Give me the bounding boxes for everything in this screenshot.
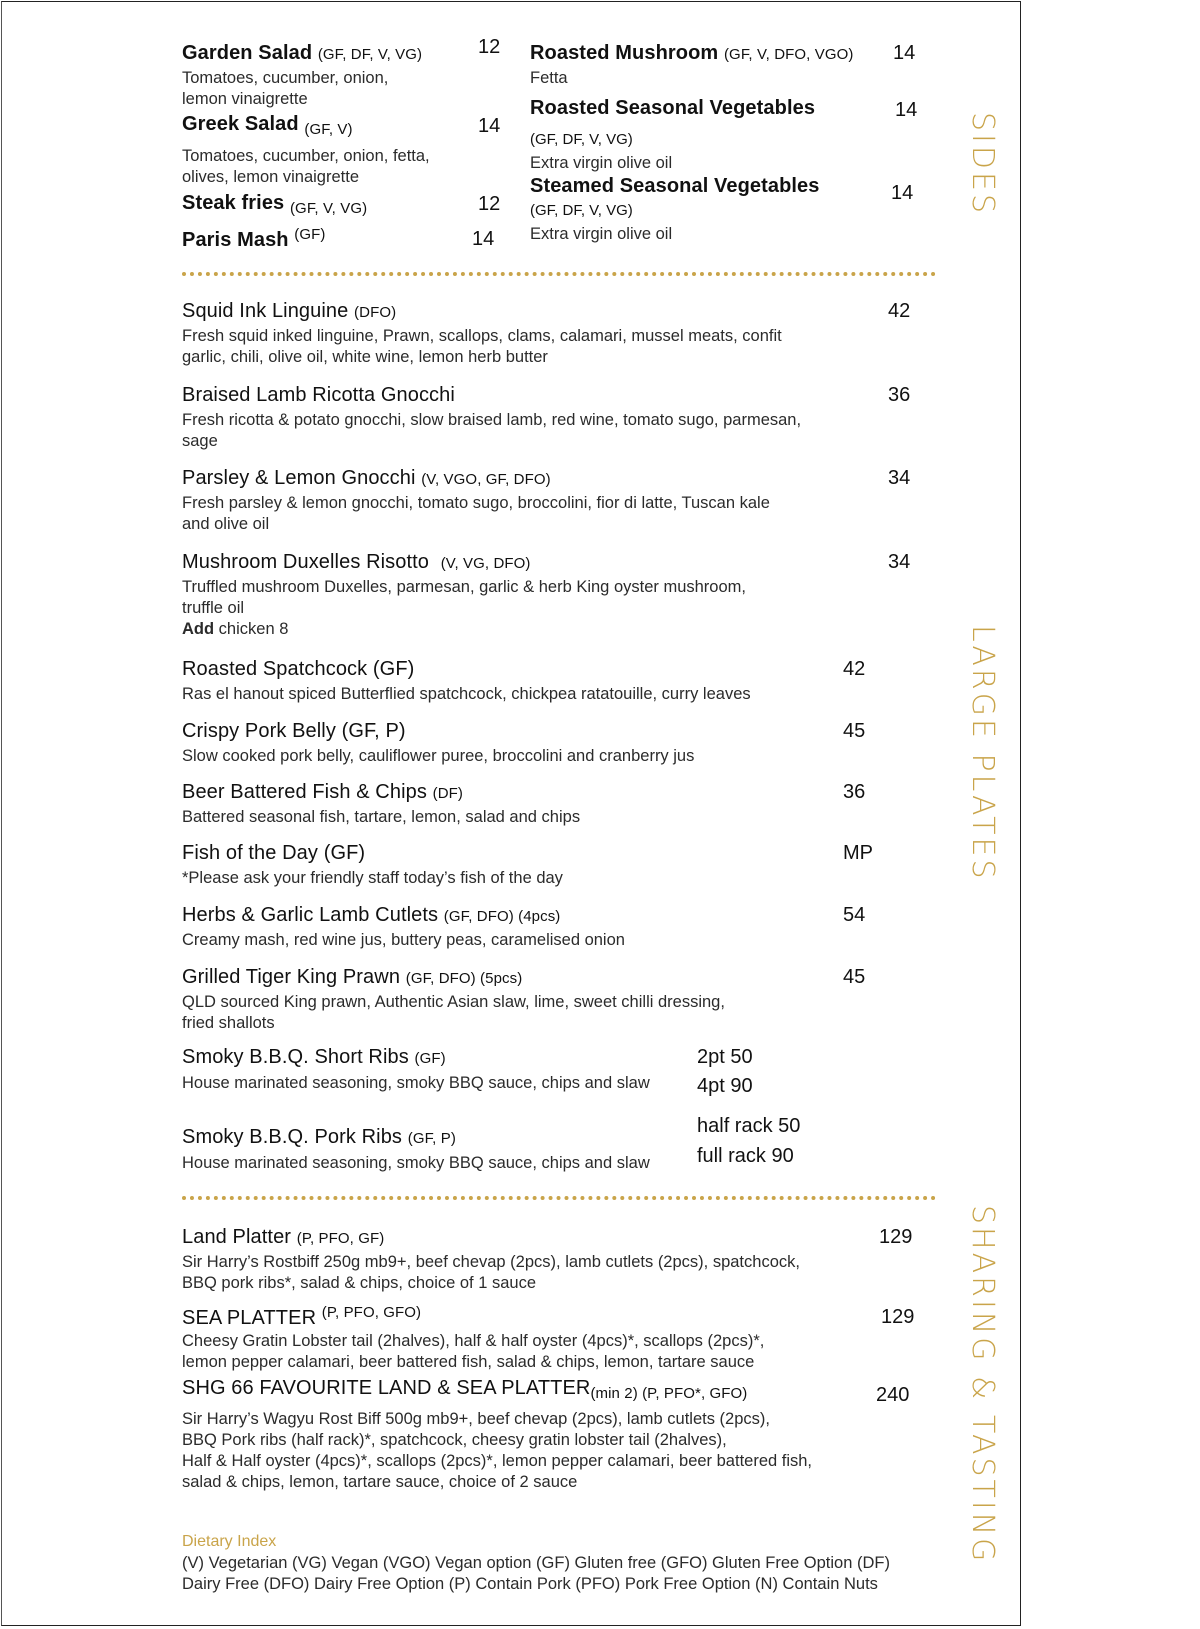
desc-line: Tomatoes, cucumber, onion, fetta, bbox=[182, 147, 430, 165]
item-price: 12 bbox=[478, 36, 501, 58]
add-on-label: Add bbox=[182, 620, 215, 638]
item-description bbox=[182, 807, 580, 828]
item-description bbox=[530, 153, 672, 174]
desc-line: House marinated seasoning, smoky BBQ sauce, chips and slaw bbox=[182, 1154, 650, 1172]
item-description bbox=[182, 930, 625, 951]
section-label-sides: SIDES bbox=[965, 112, 1000, 216]
dietary-tags: (GF, V) bbox=[304, 121, 353, 138]
item-description bbox=[182, 493, 770, 535]
menu-item-name bbox=[182, 467, 551, 490]
dietary-tags: (GF, V, DFO, VGO) bbox=[723, 46, 854, 63]
item-title: SHG 66 FAVOURITE LAND & SEA PLATTER bbox=[182, 1377, 591, 1399]
dietary-tags: (GF, DF, V, VG) bbox=[317, 46, 423, 63]
item-description bbox=[182, 1331, 764, 1373]
dietary-tags: (min 2) (P, PFO*, GFO) bbox=[590, 1385, 748, 1402]
item-price: 14 bbox=[472, 228, 495, 250]
item-description bbox=[182, 577, 746, 640]
dietary-tags: (GF, DF, V, VG) bbox=[530, 202, 633, 219]
menu-item-name bbox=[182, 658, 414, 681]
desc-line: Ras el hanout spiced Butterflied spatchcock, chickpea ratatouille, curry leaves bbox=[182, 685, 751, 703]
dietary-tags: (GF, V, VG) bbox=[289, 200, 368, 217]
dietary-index-line: Dairy Free (DFO) Dairy Free Option (P) Contain Pork (PFO) Pork Free Option (N) Contain Nuts bbox=[182, 1575, 878, 1593]
item-title: Mushroom Duxelles Risotto bbox=[182, 551, 430, 573]
item-description bbox=[182, 326, 782, 368]
desc-line: sage bbox=[182, 432, 218, 450]
desc-line: and olive oil bbox=[182, 515, 270, 533]
item-title: Land Platter bbox=[182, 1226, 292, 1248]
desc-line: Half & Half oyster (4pcs)*, scallops (2pcs)*, lemon pepper calamari, beer battered fish, bbox=[182, 1452, 813, 1470]
item-title: Roasted Spatchcock bbox=[182, 658, 368, 680]
desc-line: lemon pepper calamari, beer battered fish, salad & chips, lemon, tartare sauce bbox=[182, 1353, 755, 1371]
dietary-tags: (V, VG, DFO) bbox=[440, 555, 531, 572]
menu-item-name bbox=[182, 384, 455, 407]
item-description bbox=[182, 68, 388, 110]
item-description bbox=[182, 1073, 650, 1094]
item-price: 45 bbox=[843, 720, 866, 742]
item-title: Herbs & Garlic Lamb Cutlets bbox=[182, 904, 439, 926]
item-price: 240 bbox=[876, 1384, 910, 1406]
item-price-secondary: full rack 90 bbox=[697, 1145, 794, 1167]
item-title: Steak fries bbox=[182, 192, 285, 214]
item-price: 36 bbox=[888, 384, 911, 406]
item-title: Greek Salad bbox=[182, 113, 299, 135]
dietary-tags: (GF, P) bbox=[341, 720, 406, 742]
item-price: 42 bbox=[843, 658, 866, 680]
desc-line: salad & chips, lemon, tartare sauce, choice of 2 sauce bbox=[182, 1473, 578, 1491]
item-description bbox=[182, 1252, 800, 1294]
desc-line: Fresh squid inked linguine, Prawn, scallops, clams, calamari, mussel meats, confit bbox=[182, 327, 782, 345]
section-label-sharing: SHARING & TASTING bbox=[965, 1205, 1000, 1565]
desc-line: Sir Harry’s Rostbiff 250g mb9+, beef chevap (2pcs), lamb cutlets (2pcs), spatchcock, bbox=[182, 1253, 800, 1271]
menu-item-name bbox=[182, 300, 396, 323]
item-description bbox=[530, 224, 672, 245]
desc-line: truffle oil bbox=[182, 599, 245, 617]
item-title: Smoky B.B.Q. Short Ribs bbox=[182, 1046, 409, 1068]
desc-line: olives, lemon vinaigrette bbox=[182, 168, 360, 186]
item-price: 129 bbox=[881, 1306, 915, 1328]
desc-line: Sir Harry’s Wagyu Rost Biff 500g mb9+, beef chevap (2pcs), lamb cutlets (2pcs), bbox=[182, 1410, 770, 1428]
menu-item-name bbox=[182, 1377, 747, 1402]
item-description bbox=[182, 868, 563, 889]
item-price: 36 bbox=[843, 781, 866, 803]
dietary-tags: (GF) bbox=[323, 842, 366, 864]
dietary-tags: (V, VGO, GF, DFO) bbox=[421, 471, 551, 488]
item-price: MP bbox=[843, 842, 873, 864]
desc-line: Fetta bbox=[530, 69, 568, 87]
item-description bbox=[530, 68, 568, 89]
desc-line: BBQ Pork ribs (half rack)*, spatchcock, cheesy gratin lobster tail (2halves), bbox=[182, 1431, 727, 1449]
dietary-tags: (GF, P) bbox=[407, 1130, 456, 1147]
item-price: 129 bbox=[879, 1226, 913, 1248]
menu-item-name bbox=[530, 97, 815, 120]
dietary-tags: (P, PFO, GF) bbox=[296, 1230, 385, 1247]
dietary-tags: (DF) bbox=[432, 785, 463, 802]
dietary-tags: (GF, DFO) (4pcs) bbox=[443, 908, 561, 925]
desc-line: BBQ pork ribs*, salad & chips, choice of 1 sauce bbox=[182, 1274, 537, 1292]
item-description bbox=[182, 684, 751, 705]
item-price: 14 bbox=[891, 182, 914, 204]
add-on-text: chicken 8 bbox=[218, 620, 289, 638]
desc-line: House marinated seasoning, smoky BBQ sauce, chips and slaw bbox=[182, 1074, 650, 1092]
desc-line: lemon vinaigrette bbox=[182, 90, 308, 108]
desc-line: Extra virgin olive oil bbox=[530, 225, 673, 243]
menu-item-name bbox=[182, 192, 367, 217]
menu-item-name bbox=[182, 1226, 384, 1249]
item-price: 14 bbox=[895, 99, 918, 121]
menu-item-name bbox=[182, 966, 522, 989]
desc-line: *Please ask your friendly staff today’s fish of the day bbox=[182, 869, 563, 887]
menu-item-name bbox=[182, 113, 353, 138]
item-title: SEA PLATTER bbox=[182, 1307, 317, 1329]
desc-line: Truffled mushroom Duxelles, parmesan, garlic & herb King oyster mushroom, bbox=[182, 578, 746, 596]
item-price: 14 bbox=[478, 115, 501, 137]
item-title: Smoky B.B.Q. Pork Ribs bbox=[182, 1126, 403, 1148]
menu-item-name bbox=[182, 842, 365, 865]
item-title: Roasted Seasonal Vegetables bbox=[530, 97, 816, 119]
dietary-tags: (GF) bbox=[372, 658, 415, 680]
item-title: Paris Mash bbox=[182, 229, 289, 251]
desc-line: QLD sourced King prawn, Authentic Asian slaw, lime, sweet chilli dressing, bbox=[182, 993, 725, 1011]
item-price: 14 bbox=[893, 42, 916, 64]
desc-line: Fresh parsley & lemon gnocchi, tomato sugo, broccolini, fior di latte, Tuscan kale bbox=[182, 494, 770, 512]
menu-item-name bbox=[182, 226, 326, 252]
desc-line: Fresh ricotta & potato gnocchi, slow braised lamb, red wine, tomato sugo, parmesan, bbox=[182, 411, 802, 429]
item-description bbox=[182, 410, 801, 452]
item-price: 12 bbox=[478, 193, 501, 215]
item-title: Roasted Mushroom bbox=[530, 42, 719, 64]
desc-line: Tomatoes, cucumber, onion, bbox=[182, 69, 389, 87]
item-price-secondary: 4pt 90 bbox=[697, 1075, 753, 1097]
section-label-large-plates: LARGE PLATES bbox=[965, 625, 1000, 882]
dietary-tags: (GF, DFO) (5pcs) bbox=[405, 970, 523, 987]
item-price: 42 bbox=[888, 300, 911, 322]
dietary-index-line: (V) Vegetarian (VG) Vegan (VGO) Vegan option (GF) Gluten free (GFO) Gluten Free Option (DF) bbox=[182, 1554, 890, 1572]
menu-item-name bbox=[182, 1126, 456, 1149]
dotted-divider bbox=[182, 272, 936, 276]
item-description bbox=[182, 1153, 650, 1174]
add-on-line bbox=[182, 619, 746, 640]
item-description bbox=[182, 146, 430, 188]
item-title: Beer Battered Fish & Chips bbox=[182, 781, 427, 803]
item-price: 54 bbox=[843, 904, 866, 926]
desc-line: Creamy mash, red wine jus, buttery peas, caramelised onion bbox=[182, 931, 625, 949]
item-description bbox=[182, 746, 694, 767]
item-price: half rack 50 bbox=[697, 1115, 801, 1137]
item-title: Parsley & Lemon Gnocchi bbox=[182, 467, 416, 489]
item-title: Grilled Tiger King Prawn bbox=[182, 966, 401, 988]
item-price: 34 bbox=[888, 467, 911, 489]
item-price: 2pt 50 bbox=[697, 1046, 753, 1068]
dietary-index-title: Dietary Index bbox=[182, 1533, 277, 1550]
menu-item-name bbox=[182, 42, 422, 65]
menu-item-name bbox=[530, 42, 853, 65]
dietary-tags: (P, PFO, GFO) bbox=[321, 1304, 422, 1321]
item-description bbox=[182, 1409, 812, 1493]
menu-item-name bbox=[530, 175, 820, 198]
menu-item-name bbox=[182, 720, 406, 743]
desc-line: Extra virgin olive oil bbox=[530, 154, 673, 172]
menu-item-name bbox=[182, 1304, 421, 1330]
menu-item-name bbox=[182, 781, 463, 804]
desc-line: garlic, chili, olive oil, white wine, lemon herb butter bbox=[182, 348, 548, 366]
dotted-divider bbox=[182, 1196, 936, 1200]
item-title: Garden Salad bbox=[182, 42, 313, 64]
dietary-index bbox=[182, 1533, 890, 1595]
item-description bbox=[182, 992, 725, 1034]
menu-item-name bbox=[182, 904, 560, 927]
dietary-tags: (GF) bbox=[294, 226, 326, 243]
dietary-tags: (DFO) bbox=[354, 304, 397, 321]
dietary-tags: (GF, DF, V, VG) bbox=[530, 131, 633, 148]
item-title: Fish of the Day bbox=[182, 842, 319, 864]
desc-line: Cheesy Gratin Lobster tail (2halves), half & half oyster (4pcs)*, scallops (2pcs)*, bbox=[182, 1332, 765, 1350]
menu-item-name bbox=[182, 551, 531, 574]
desc-line: fried shallots bbox=[182, 1014, 275, 1032]
item-title: Steamed Seasonal Vegetables bbox=[530, 175, 820, 197]
item-title: Crispy Pork Belly bbox=[182, 720, 336, 742]
desc-line: Slow cooked pork belly, cauliflower puree, broccolini and cranberry jus bbox=[182, 747, 695, 765]
item-title: Squid Ink Linguine bbox=[182, 300, 349, 322]
menu-item-name bbox=[182, 1046, 446, 1069]
dietary-tags: (GF) bbox=[414, 1050, 446, 1067]
item-title: Braised Lamb Ricotta Gnocchi bbox=[182, 384, 455, 406]
item-price: 45 bbox=[843, 966, 866, 988]
desc-line: Battered seasonal fish, tartare, lemon, salad and chips bbox=[182, 808, 581, 826]
item-price: 34 bbox=[888, 551, 911, 573]
